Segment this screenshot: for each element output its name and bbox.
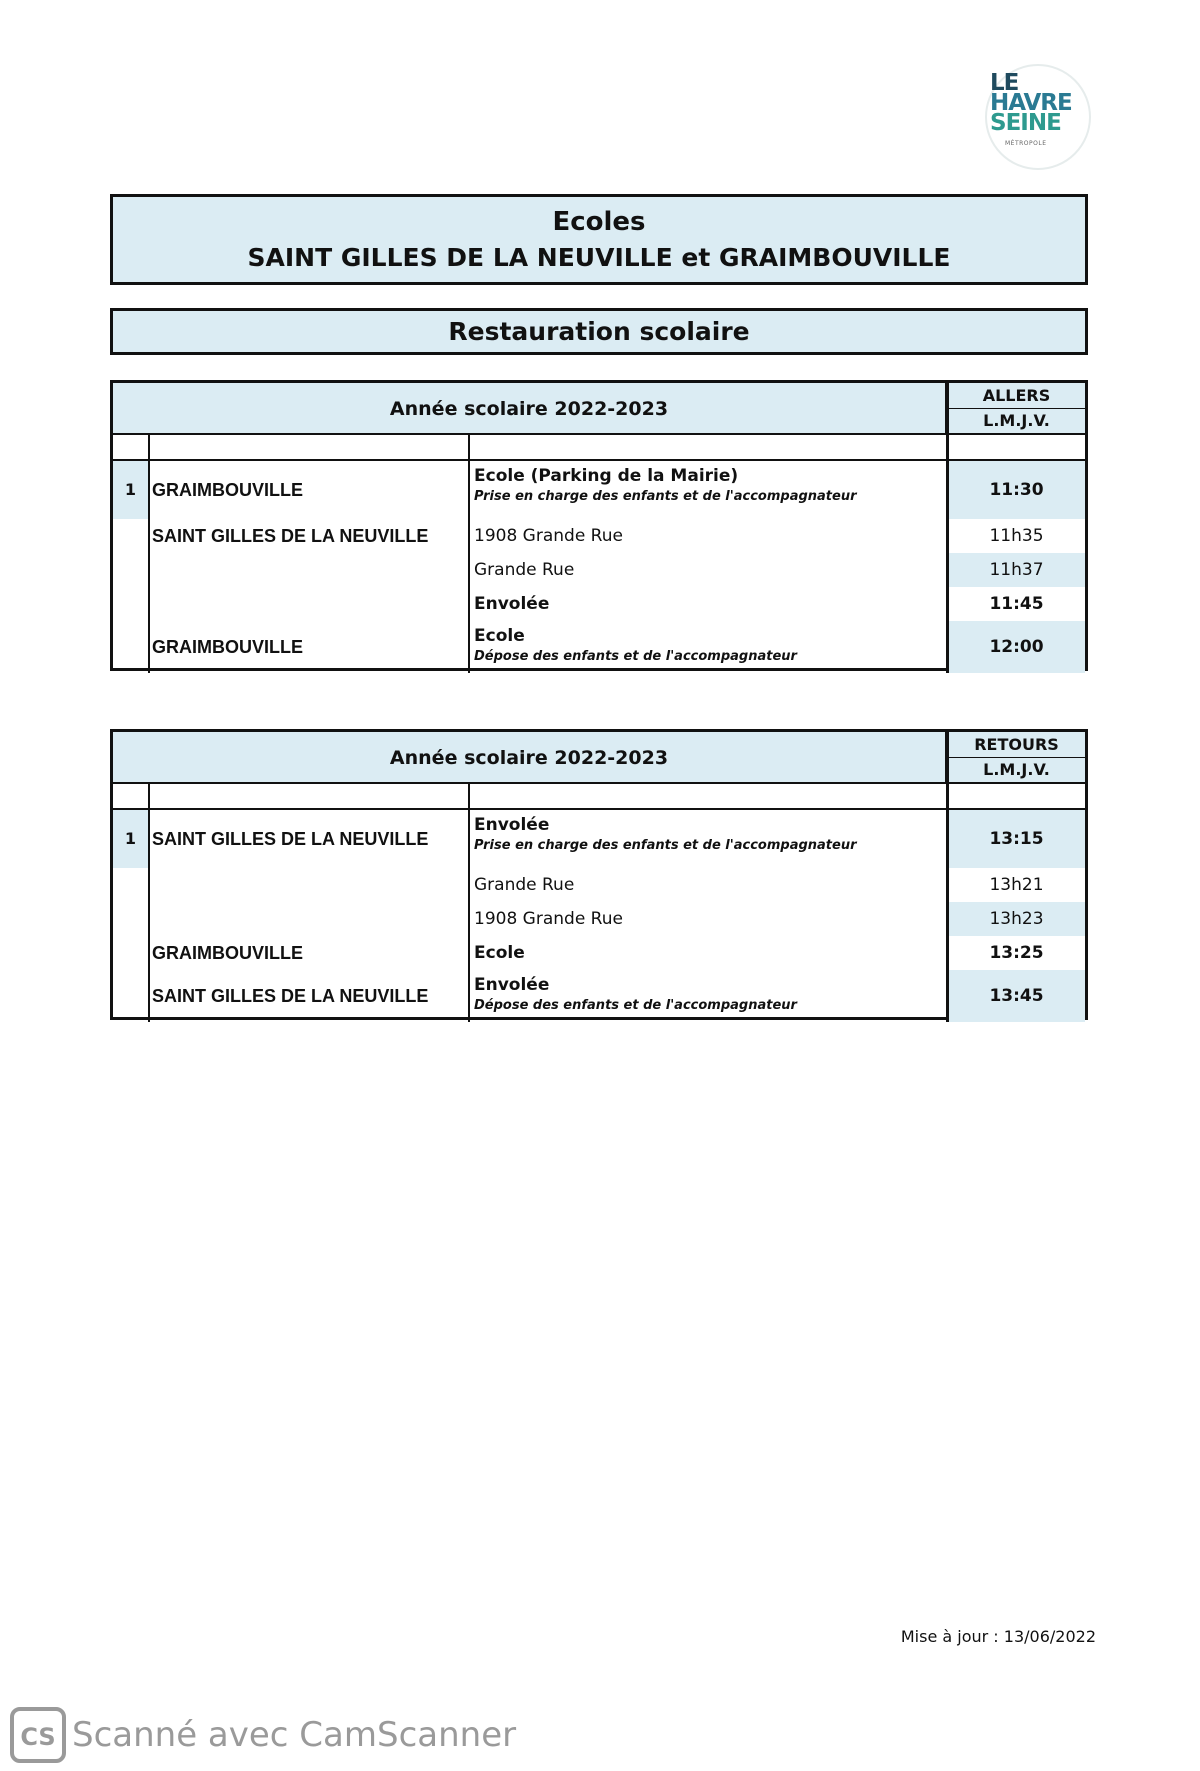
- stop-name: Envolée: [474, 815, 550, 835]
- page-title-line1: Ecoles: [552, 207, 646, 237]
- subtitle-box: Restauration scolaire: [110, 308, 1088, 355]
- column-divider: [468, 784, 470, 1022]
- stop-cell: [470, 621, 948, 673]
- departure-time: 13h21: [989, 875, 1044, 895]
- commune-name: [148, 868, 470, 902]
- commune-name: SAINT GILLES DE LA NEUVILLE: [152, 526, 429, 546]
- allers-schedule-table: [110, 380, 1088, 671]
- blank-row: [113, 435, 1085, 461]
- column-divider: [468, 435, 470, 673]
- stop-cell: [470, 519, 948, 553]
- blank-row: [113, 784, 1085, 810]
- direction-header: RETOURS: [948, 732, 1085, 758]
- stop-name: 1908 Grande Rue: [474, 526, 623, 546]
- commune-name: SAINT GILLES DE LA NEUVILLE: [152, 986, 429, 1006]
- departure-time: 11h35: [989, 526, 1044, 546]
- stop-name: Ecole (Parking de la Mairie): [474, 466, 739, 486]
- column-divider: [946, 732, 949, 1022]
- departure-time: 11:30: [948, 461, 1085, 519]
- commune-name: GRAIMBOUVILLE: [152, 480, 303, 500]
- stop-cell: [470, 587, 948, 621]
- row-number: [113, 936, 148, 970]
- table-row: [113, 461, 1085, 519]
- column-divider: [148, 784, 150, 1022]
- school-year-header: Année scolaire 2022-2023: [113, 732, 948, 784]
- title-box: [110, 194, 1088, 285]
- row-number: [113, 970, 148, 1022]
- table-row: [113, 810, 1085, 868]
- commune-name: GRAIMBOUVILLE: [152, 637, 303, 657]
- days-header: L.M.J.V.: [948, 758, 1085, 784]
- row-number: [113, 868, 148, 902]
- row-number: 1: [124, 829, 137, 848]
- update-date: Mise à jour : 13/06/2022: [900, 1627, 1096, 1646]
- stop-cell: [470, 461, 948, 519]
- departure-time: 11:45: [989, 594, 1044, 614]
- stop-cell: [470, 810, 948, 868]
- commune-name: SAINT GILLES DE LA NEUVILLE: [152, 829, 429, 849]
- row-number: [113, 553, 148, 587]
- logo-text: [990, 70, 1072, 136]
- logo-line3: SEINE: [990, 110, 1061, 136]
- camscanner-label: Scanné avec CamScanner: [72, 1715, 517, 1755]
- departure-time: 11h37: [948, 553, 1085, 587]
- column-divider: [946, 383, 949, 673]
- stop-cell: [470, 553, 948, 587]
- departure-time: 13:25: [989, 943, 1044, 963]
- table-row: [113, 970, 1085, 1022]
- stop-cell: [470, 936, 948, 970]
- camscanner-logo: [10, 1707, 66, 1763]
- stop-note: Dépose des enfants et de l'accompagnateur: [474, 649, 797, 664]
- logo-line1: LE: [990, 70, 1019, 96]
- stop-cell: [470, 868, 948, 902]
- stop-note: Prise en charge des enfants et de l'accompagnateur: [474, 838, 857, 853]
- commune-name: [148, 587, 470, 621]
- stop-note: Dépose des enfants et de l'accompagnateur: [474, 998, 797, 1013]
- departure-time: 12:00: [948, 621, 1085, 673]
- stop-name: Ecole: [474, 626, 525, 646]
- logo-subtitle: MÉTROPOLE: [1005, 140, 1047, 147]
- table-row: [113, 936, 1085, 970]
- stop-cell: [470, 902, 948, 936]
- metropole-logo: [985, 64, 1095, 174]
- row-number: [113, 621, 148, 673]
- commune-name: GRAIMBOUVILLE: [152, 943, 303, 963]
- direction-header: ALLERS: [948, 383, 1085, 409]
- stop-cell: [470, 970, 948, 1022]
- column-divider: [148, 435, 150, 673]
- days-header: L.M.J.V.: [948, 409, 1085, 435]
- row-number: [113, 587, 148, 621]
- stop-name: Grande Rue: [474, 875, 575, 895]
- commune-name: [148, 902, 470, 936]
- stop-name: Ecole: [474, 943, 525, 963]
- camscanner-logo-text: CS: [20, 1723, 56, 1751]
- table-row: [113, 868, 1085, 902]
- table-row: [113, 587, 1085, 621]
- logo-line2: HAVRE: [990, 90, 1072, 116]
- stop-name: Envolée: [474, 594, 550, 614]
- table-row: [113, 553, 1085, 587]
- page-title-line2: SAINT GILLES DE LA NEUVILLE et GRAIMBOUVILLE: [247, 243, 951, 272]
- table-row: [113, 621, 1085, 673]
- table-row: [113, 902, 1085, 936]
- table-row: [113, 519, 1085, 553]
- departure-time: 13:15: [948, 810, 1085, 868]
- retours-schedule-table: [110, 729, 1088, 1020]
- stop-note: Prise en charge des enfants et de l'accompagnateur: [474, 489, 857, 504]
- school-year-header: Année scolaire 2022-2023: [113, 383, 948, 435]
- row-number: [113, 519, 148, 553]
- stop-name: 1908 Grande Rue: [474, 909, 623, 929]
- stop-name: Envolée: [474, 975, 550, 995]
- departure-time: 13h23: [948, 902, 1085, 936]
- stop-name: Grande Rue: [474, 560, 575, 580]
- row-number: 1: [124, 480, 137, 499]
- commune-name: [148, 553, 470, 587]
- departure-time: 13:45: [948, 970, 1085, 1022]
- row-number: [113, 902, 148, 936]
